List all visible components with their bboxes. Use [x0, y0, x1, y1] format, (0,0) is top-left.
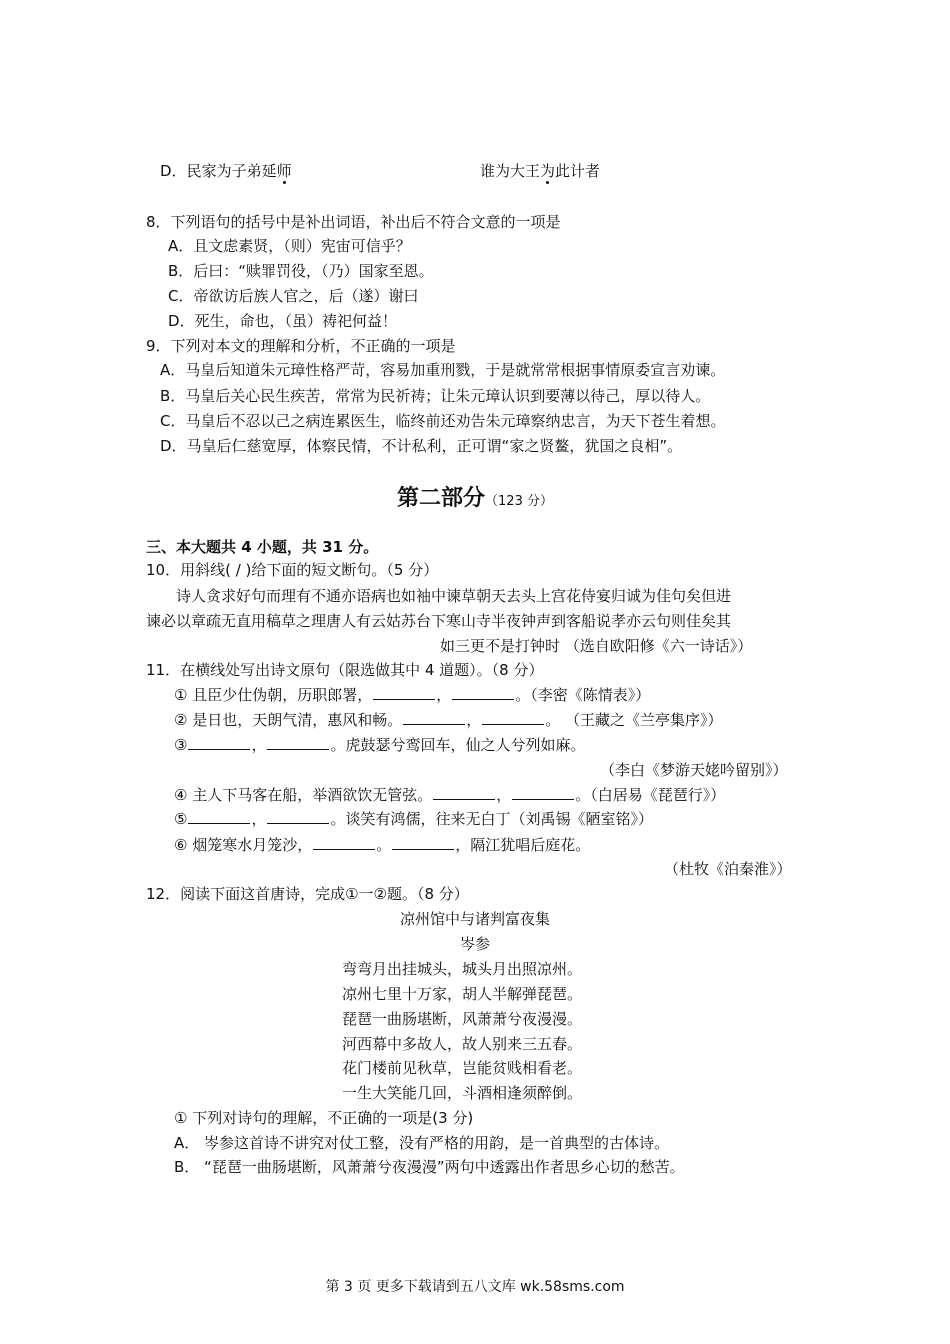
answer-blank[interactable] — [267, 735, 329, 750]
q10-passage-line: 诗人贪求好句而理有不通亦语病也如袖中谏草朝天去头上宫花侍宴归诚为佳句矣但进 — [176, 587, 732, 605]
poem-author: 岑参 — [459, 935, 490, 953]
answer-blank[interactable] — [433, 785, 495, 800]
item-text: ， — [251, 810, 267, 828]
item-text: ③ — [174, 736, 188, 754]
answer-blank[interactable] — [403, 710, 465, 725]
answer-blank[interactable] — [267, 809, 329, 824]
item-text: 。（李密《陈情表》） — [515, 686, 651, 704]
answer-blank[interactable] — [392, 835, 454, 850]
q11-item-2 — [174, 710, 723, 730]
q12-option-a: A． 岑参这首诗不讲究对仗工整，没有严格的用韵，是一首典型的古体诗。 — [174, 1134, 670, 1152]
q12-sub-stem: ① 下列对诗句的理解，不正确的一项是(3 分) — [174, 1109, 474, 1127]
item-text: ④ 主人下马客在船，举酒欲饮无管弦。 — [174, 786, 433, 804]
q11-item-4 — [174, 785, 725, 805]
answer-blank[interactable] — [452, 685, 514, 700]
q9-option-d: D．马皇后仁慈宽厚，体察民情，不计私利，正可谓“家之贤鳌，犹国之良相”。 — [160, 437, 683, 455]
q11-item-1 — [174, 685, 650, 705]
q8-option-d: D．死生，命也，（虽）祷祀何益！ — [168, 312, 398, 330]
answer-blank[interactable] — [313, 835, 375, 850]
emphasis-char: 师 — [276, 162, 292, 180]
q11-item-3 — [174, 735, 585, 755]
q12-stem: 12．阅读下面这首唐诗，完成①一②题。（8 分） — [146, 885, 469, 903]
q9-stem: 9．下列对本文的理解和分析，不正确的一项是 — [146, 337, 456, 355]
q8-option-c: C．帝欲访后族人官之，后（遂）谢曰 — [168, 287, 419, 305]
q7-option-d-left — [160, 161, 292, 181]
q11-stem: 11．在横线处写出诗文原句（限选做其中 4 道题）。（8 分） — [146, 661, 544, 679]
part2-heading — [0, 484, 950, 516]
item-text: ， — [436, 686, 452, 704]
poem-line: 花门楼前见秋草，岂能贫贱相看老。 — [342, 1059, 583, 1077]
item-text: ① 且臣少仕伪朝，历职郎署， — [174, 686, 373, 704]
option-text: 民家为子弟延 — [186, 162, 277, 180]
section-heading: 三、本大题共 4 小题，共 31 分。 — [146, 538, 379, 556]
item-text: ⑤ — [174, 810, 188, 828]
q8-option-a: A．且文虑素贤，（则）宪宙可信乎？ — [168, 237, 411, 255]
item-text: ， — [496, 786, 512, 804]
q11-item-3-source: （李白《梦游天姥吟留别》） — [600, 761, 788, 779]
part-score: （123 分） — [485, 494, 553, 509]
item-text: ⑥ 烟笼寒水月笼沙， — [174, 836, 313, 854]
poem-title: 凉州馆中与诸判富夜集 — [399, 910, 550, 928]
emphasis-char: 为 — [540, 162, 556, 180]
q11-item-6 — [174, 835, 590, 855]
item-text: 。 — [376, 836, 392, 854]
item-text: 。（白居易《琵琶行》） — [575, 786, 726, 804]
item-text: ， — [466, 711, 482, 729]
option-text: 谁为大王 — [480, 162, 541, 180]
q8-option-b: B．后曰：“赎罪罚役，（乃）国家至恩。 — [168, 262, 434, 280]
item-text: ② 是日也，天朗气清，惠风和畅。 — [174, 711, 403, 729]
q10-passage-line: 如三更不是打钟时 （选自欧阳修《六一诗话》） — [440, 637, 753, 655]
answer-blank[interactable] — [512, 785, 574, 800]
answer-blank[interactable] — [188, 809, 250, 824]
q9-option-a: A．马皇后知道朱元璋性格严苛，容易加重刑戮，于是就常常根据事情原委宣言劝谏。 — [160, 361, 726, 379]
item-text: ， — [251, 736, 267, 754]
poem-line: 弯弯月出挂城头，城头月出照凉州。 — [342, 960, 583, 978]
q9-option-b: B．马皇后关心民生疾苦，常常为民祈祷；让朱元璋认识到要薄以待己，厚以待人。 — [160, 387, 711, 405]
poem-line: 河西幕中多故人，故人别来三五春。 — [342, 1035, 583, 1053]
q9-option-c: C．马皇后不忍以己之病连累医生，临终前还劝告朱元璋察纳忠言，为天下苍生着想。 — [160, 412, 726, 430]
option-text: 此计者 — [555, 162, 601, 180]
page-footer: 第 3 页 更多下载请到五八文库 wk.58sms.com — [325, 1279, 625, 1295]
item-text: ，隔江犹唱后庭花。 — [455, 836, 591, 854]
q8-stem: 8．下列语句的括号中是补出词语，补出后不符合文意的一项是 — [146, 213, 561, 231]
part-title: 第二部分 — [397, 485, 486, 511]
poem-line: 琵琶一曲肠堪断，风萧萧兮夜漫漫。 — [342, 1010, 583, 1028]
answer-blank[interactable] — [482, 710, 544, 725]
q7-option-d-right — [480, 161, 600, 181]
q10-passage-line: 谏必以章疏无直用稿草之理唐人有云姑苏台下寒山寺半夜钟声到客船说孝亦云句则佳矣其 — [146, 612, 732, 630]
q10-stem: 10．用斜线( / )给下面的短文断句。（5 分） — [146, 561, 439, 579]
poem-line: 一生大笑能几回，斗酒相逢须醉倒。 — [342, 1084, 583, 1102]
item-text: 。 （王藏之《兰亭集序》） — [545, 711, 723, 729]
item-text: 。谈笑有鸿儒，往来无白丁（刘禹锡《陋室铭》） — [330, 810, 653, 828]
answer-blank[interactable] — [188, 735, 250, 750]
q11-item-6-source: （杜牧《泊秦淮》） — [664, 860, 792, 878]
q12-option-b: B． “琵琶一曲肠堪断，风萧萧兮夜漫漫”两句中透露出作者思乡心切的愁苦。 — [174, 1158, 685, 1176]
option-label: D． — [160, 162, 187, 180]
q11-item-5 — [174, 809, 653, 829]
answer-blank[interactable] — [373, 685, 435, 700]
poem-line: 凉州七里十万家，胡人半解弹琵琶。 — [342, 985, 583, 1003]
item-text: 。虎鼓瑟兮鸾回车，仙之人兮列如麻。 — [330, 736, 586, 754]
